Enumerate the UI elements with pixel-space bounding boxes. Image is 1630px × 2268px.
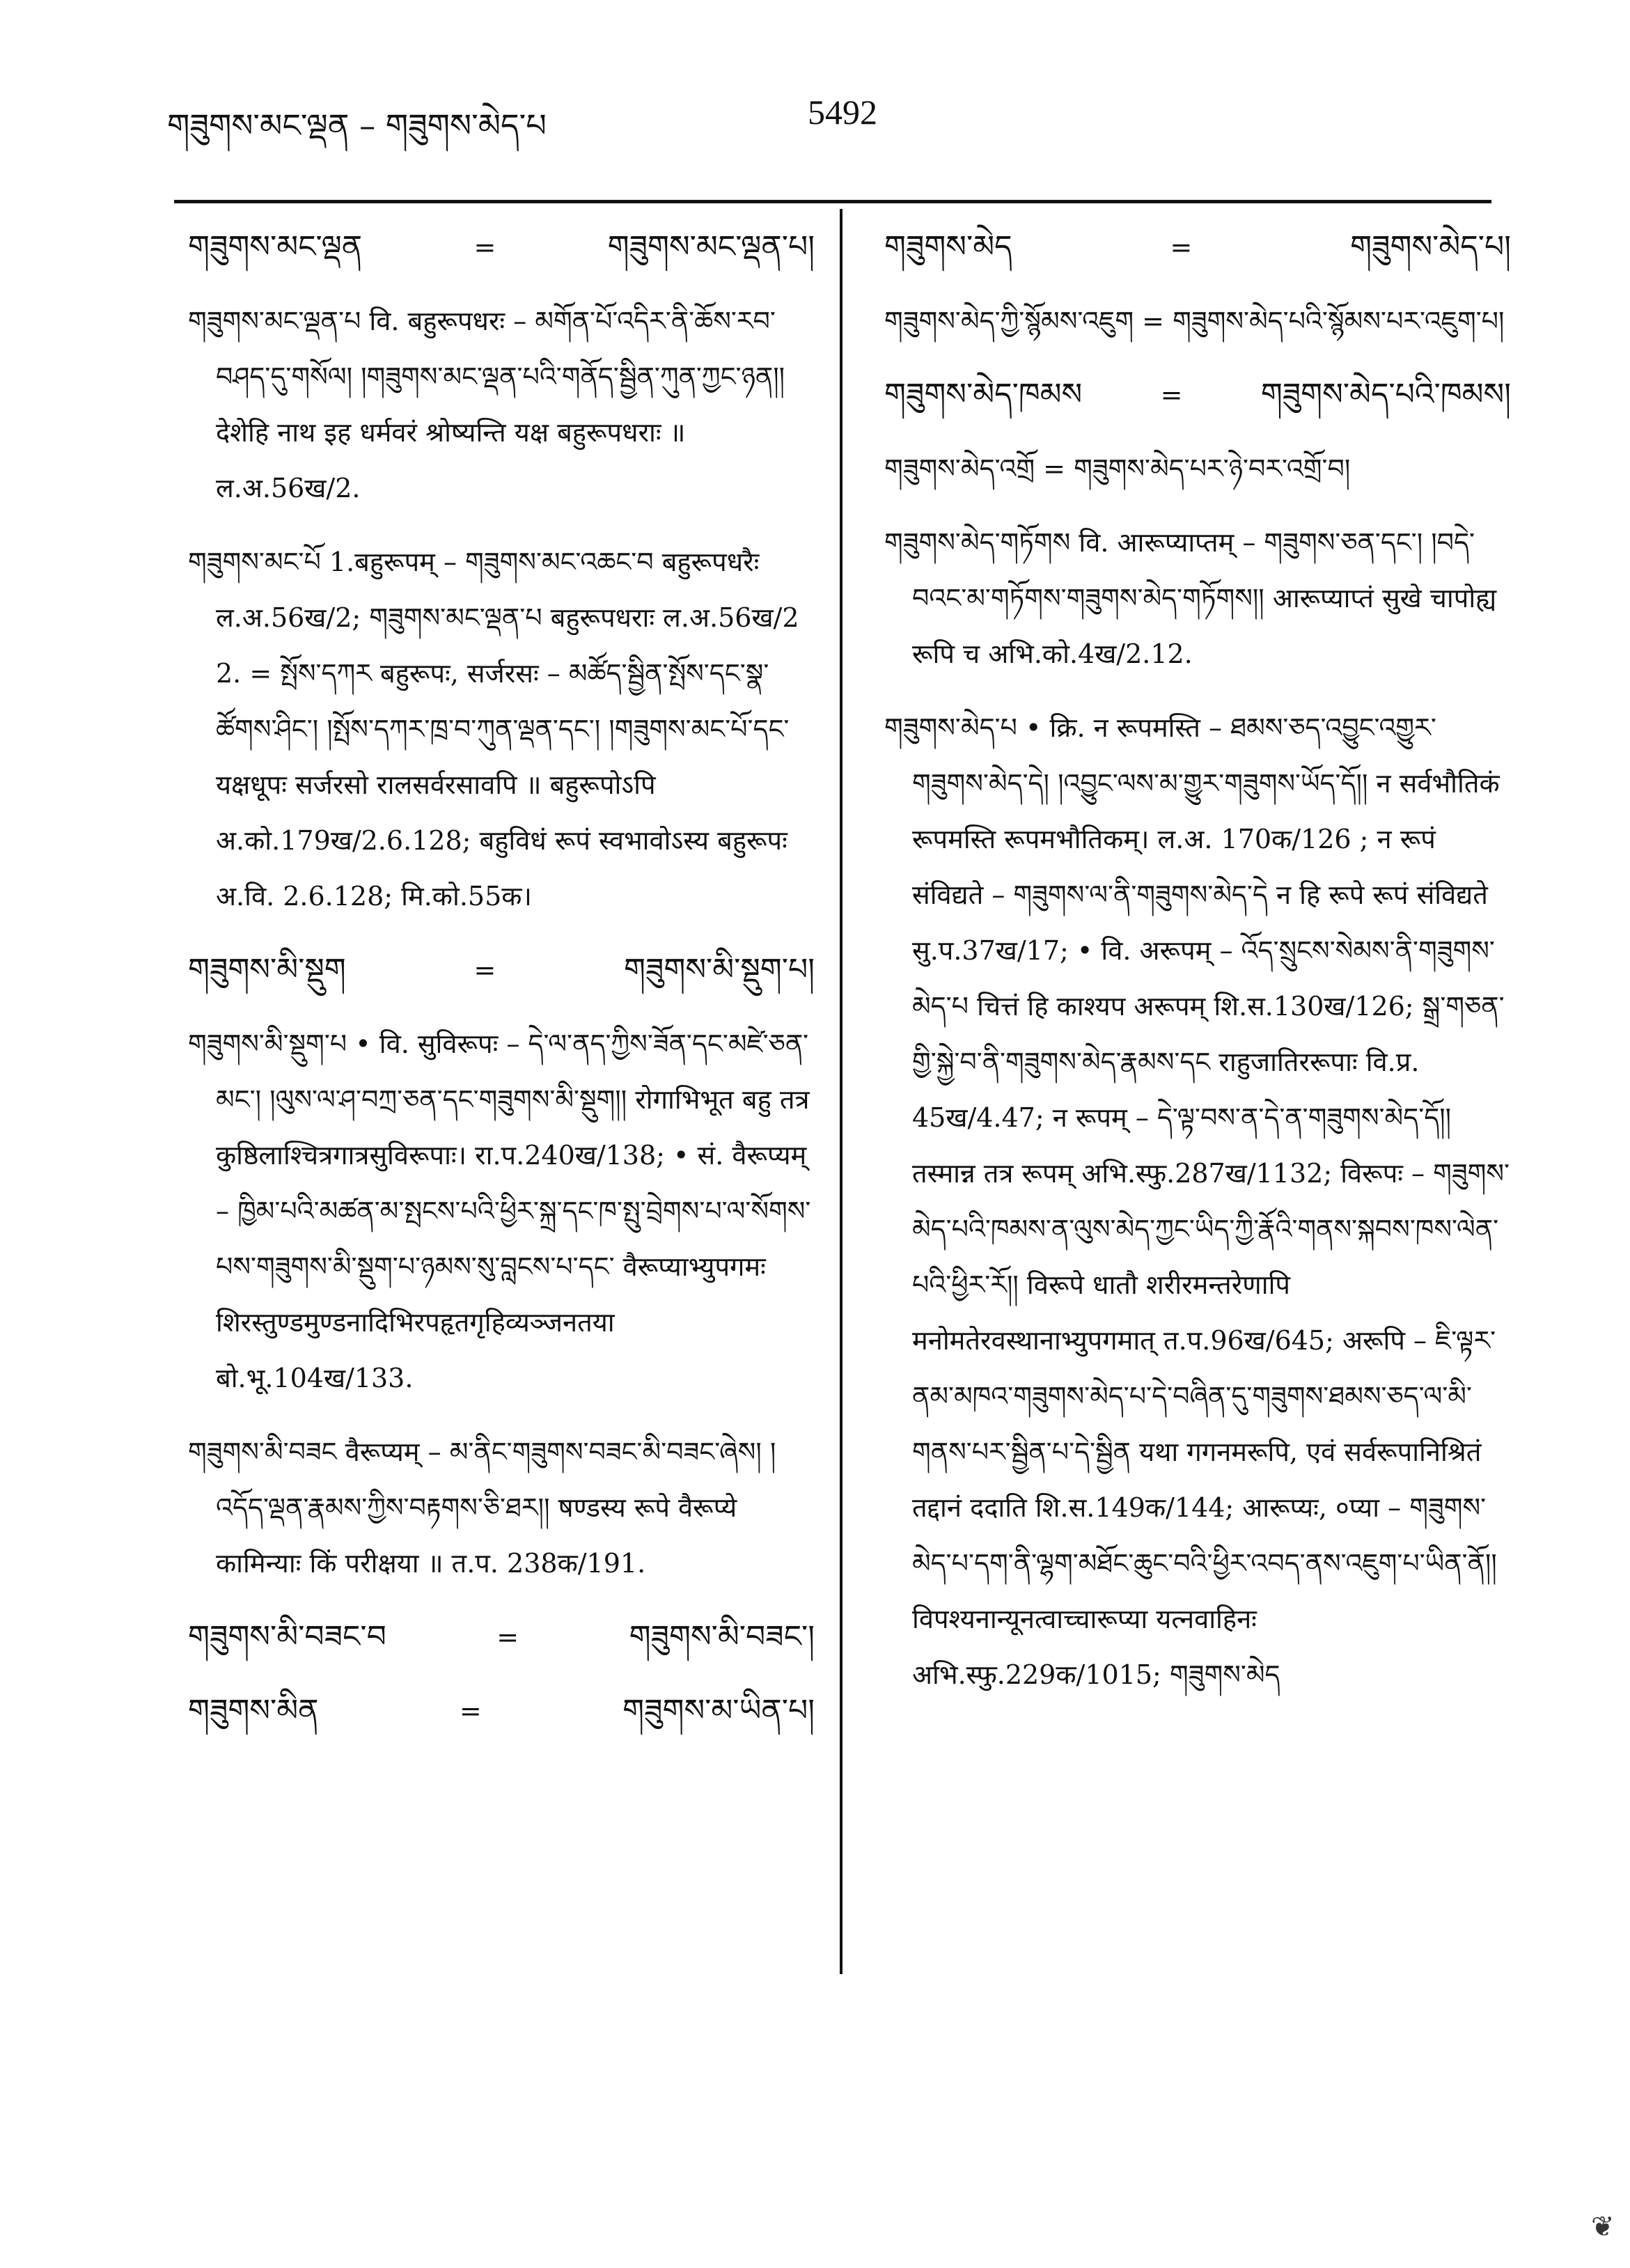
dictionary-entry: གཟུགས་མེད་འགྲོ = གཟུགས་མེད་པར་ཉེ་བར་འགྲོ་བ། [884, 453, 1351, 484]
corner-ornament-icon: ❦ [1591, 2211, 1615, 2243]
entry-target: གཟུགས་མི་སྡུག་པ། [624, 952, 815, 987]
entry-headword: གཟུགས་མིན [188, 1693, 319, 1728]
dictionary-entry [188, 219, 815, 275]
entry-target: གཟུགས་མ་ཡིན་པ། [622, 1693, 815, 1728]
entry-target: གཟུགས་མི་བཟང་། [629, 1619, 815, 1655]
entry-headword: གཟུགས་མེད་ཁམས [884, 377, 1083, 412]
header-rule [174, 200, 1491, 203]
column-divider [840, 209, 843, 1974]
entry-target: གཟུགས་མེད་པའི་ཁམས། [1260, 377, 1511, 412]
dictionary-entry: གཟུགས་མེད་ཀྱི་སྙོམས་འཇུག = གཟུགས་མེད་པའི་སྙོམས་པར་འཇུག་པ། [884, 306, 1505, 336]
dictionary-entry: གཟུགས་མེད་པ • क्रि. न रूपमस्ति – ཐམས་ཅད་འབྱུང་འགྱུར་གཟུགས་མེད་དེ། །འབྱུང་ལས་མ་གྱུར་གཟུགས་ཡོད་དོ།། न सर्वभौतिकं रूपमस्ति रूपमभौतिकम्। ल.अ. 170क/126 ; न रूपं संविद्यते – གཟུགས་ལ་ནི་གཟུགས་མེད་དེ न हि रूपे रूपं संविद्यते सु.प.37ख/17; • वि. अरूपम् – འོད་སྲུངས་སེམས་ནི་གཟུགས་མེད་པ चित्तं हि काश्यप अरूपम् शि.स.130ख/126; སྒྲ་གཅན་གྱི་སྐྱེ་བ་ནི་གཟུགས་མེད་རྣམས་དང राहुजातिररूपाः वि.प्र. 45ख/4.47; न रूपम् – དེ་ལྟ་བས་ན་དེ་ན་གཟུགས་མེད་དོ།། तस्मान्न तत्र रूपम् अभि.स्फु.287ख/1132; विरूपः – གཟུགས་མེད་པའི་ཁམས་ན་ལུས་མེད་ཀྱང་ཡིད་ཀྱི་རྣོའི་གནས་སྐབས་ཁས་ལེན་པའི་ཕྱིར་རོ།། विरूपे धातौ शरीरमन्तरेणापि मनोमतेरवस्थानाभ्युपगमात् त.प.96ख/645; अरूपि – ཇི་ལྟར་ནམ་མཁའ་གཟུགས་མེད་པ་དེ་བཞིན་དུ་གཟུགས་ཐམས་ཅད་ལ་མི་གནས་པར་སྦྱིན་པ་དེ་སྦྱིན यथा गगनमरूपि, एवं सर्वरूपानिश्रितं तद्दानं ददाति शि.स.149क/144; आरूप्यः, ०प्या – གཟུགས་མེད་པ་དག་ནི་ལྷག་མཐོང་ཆུང་བའི་ཕྱིར་འབད་ནས་འཇུག་པ་ཡིན་ནོ།། विपश्यनान्यूनत्वाच्चारूप्या यत्नवाहिनः अभि.स्फु.229क/1015; གཟུགས་མེད [884, 712, 1510, 1690]
dictionary-entry: གཟུགས་མི་བཟང वैरूप्यम् – མ་ནིང་གཟུགས་བཟང་མི་བཟང་ཞེས། །འདོད་ལྡན་རྣམས་ཀྱིས་བརྟགས་ཅི་ཐར།། षण्डस्य रूपे वैरूप्ये कामिन्याः किं परीक्षया ॥ त.प. 238क/191. [188, 1437, 776, 1579]
entry-headword: གཟུགས་མི་སྡུག [188, 952, 346, 987]
page-number: 5492 [808, 93, 877, 132]
equals-sign: = [473, 955, 496, 985]
dictionary-entry [884, 219, 1511, 275]
dictionary-entry: གཟུགས་མང་པོ 1.बहुरूपम् – གཟུགས་མང་འཆང་བ बहुरूपधरैः ल.अ.56ख/2; གཟུགས་མང་ལྡན་པ बहुरूपधराः ल.अ.56ख/2 2. = སྤོས་དཀར बहुरूपः, सर्जरसः – མཚོད་སྦྱིན་སྤོས་དང་སྣ་ཚོགས་ཤིང་། །སྤོས་དཀར་ཁྲ་བ་ཀུན་ལྡན་དང་། །གཟུགས་མང་པོ་དང་ यक्षधूपः सर्जरसो रालसर्वरसावपि ॥ बहुरूपोऽपि अ.को.179ख/2.6.128; बहुविधं रूपं स्वभावोऽस्य बहुरूपः अ.वि. 2.6.128; मि.को.55क। [188, 547, 799, 912]
dictionary-entry: གཟུགས་མི་སྡུག་པ • वि. सुविरूपः – དེ་ལ་ནད་ཀྱིས་ཟོན་དང་མཛེ་ཅན་མང་། །ལུས་ལ་ཤ་བཀྲ་ཅན་དང་གཟུགས་མི་སྡུག།། रोगाभिभूत बहु तत्र कुष्ठिलाश्चित्रगात्रसुविरूपाः। रा.प.240ख/138; • सं. वैरूप्यम् – ཁྱིམ་པའི་མཚན་མ་སྤངས་པའི་ཕྱིར་སྐྲ་དང་ཁ་སྤུ་བྲེགས་པ་ལ་སོགས་པས་གཟུགས་མི་སྡུག་པ་ཉམས་སུ་བླངས་པ་དང་ वैरूप्याभ्युपगमः शिरस्तुण्डमुण्डनादिभिरपहृतगृहिव्यञ्जनतया बो.भू.104ख/133. [188, 1029, 811, 1393]
dictionary-entry [188, 1683, 815, 1739]
equals-sign: = [496, 1622, 519, 1652]
dictionary-entry [188, 942, 815, 998]
dictionary-entry [884, 367, 1511, 423]
equals-sign: = [473, 232, 496, 263]
page-header [167, 84, 1490, 146]
entry-target: གཟུགས་མེད་པ། [1350, 229, 1511, 265]
dictionary-entry: གཟུགས་མེད་གཏོགས वि. आरूप्याप्तम् – གཟུགས་ཅན་དང་། །བདེ་བའང་མ་གཏོགས་གཟུགས་མེད་གཏོགས།། आरूप्याप्तं सुखे चापोह्य रूपि च अभि.को.4ख/2.12. [884, 527, 1497, 669]
equals-sign: = [1160, 380, 1183, 410]
entry-headword: གཟུགས་མེད [884, 229, 1012, 265]
equals-sign: = [459, 1696, 482, 1726]
running-head: གཟུགས་མང་ལྡན – གཟུགས་མེད་པ [167, 107, 547, 144]
right-column [884, 219, 1511, 1721]
dictionary-entry: གཟུགས་མང་ལྡན་པ वि. बहुरूपधरः – མགོན་པོ་འདིར་ནི་ཆོས་རབ་བཤད་དུ་གསོལ། །གཟུགས་མང་ལྡན་པའི་གནོད་སྦྱིན་ཀུན་ཀྱང་ཉན།། देशेहि नाथ इह धर्मवरं श्रोष्यन्ति यक्ष बहुरूपधराः ॥ ल.अ.56ख/2. [188, 306, 785, 503]
equals-sign: = [1170, 232, 1193, 263]
entry-headword: གཟུགས་མང་ལྡན [188, 229, 363, 265]
left-column [188, 219, 815, 1757]
entry-headword: གཟུགས་མི་བཟང་བ [188, 1619, 386, 1655]
dictionary-entry [188, 1609, 815, 1665]
entry-target: གཟུགས་མང་ལྡན་པ། [607, 229, 815, 265]
